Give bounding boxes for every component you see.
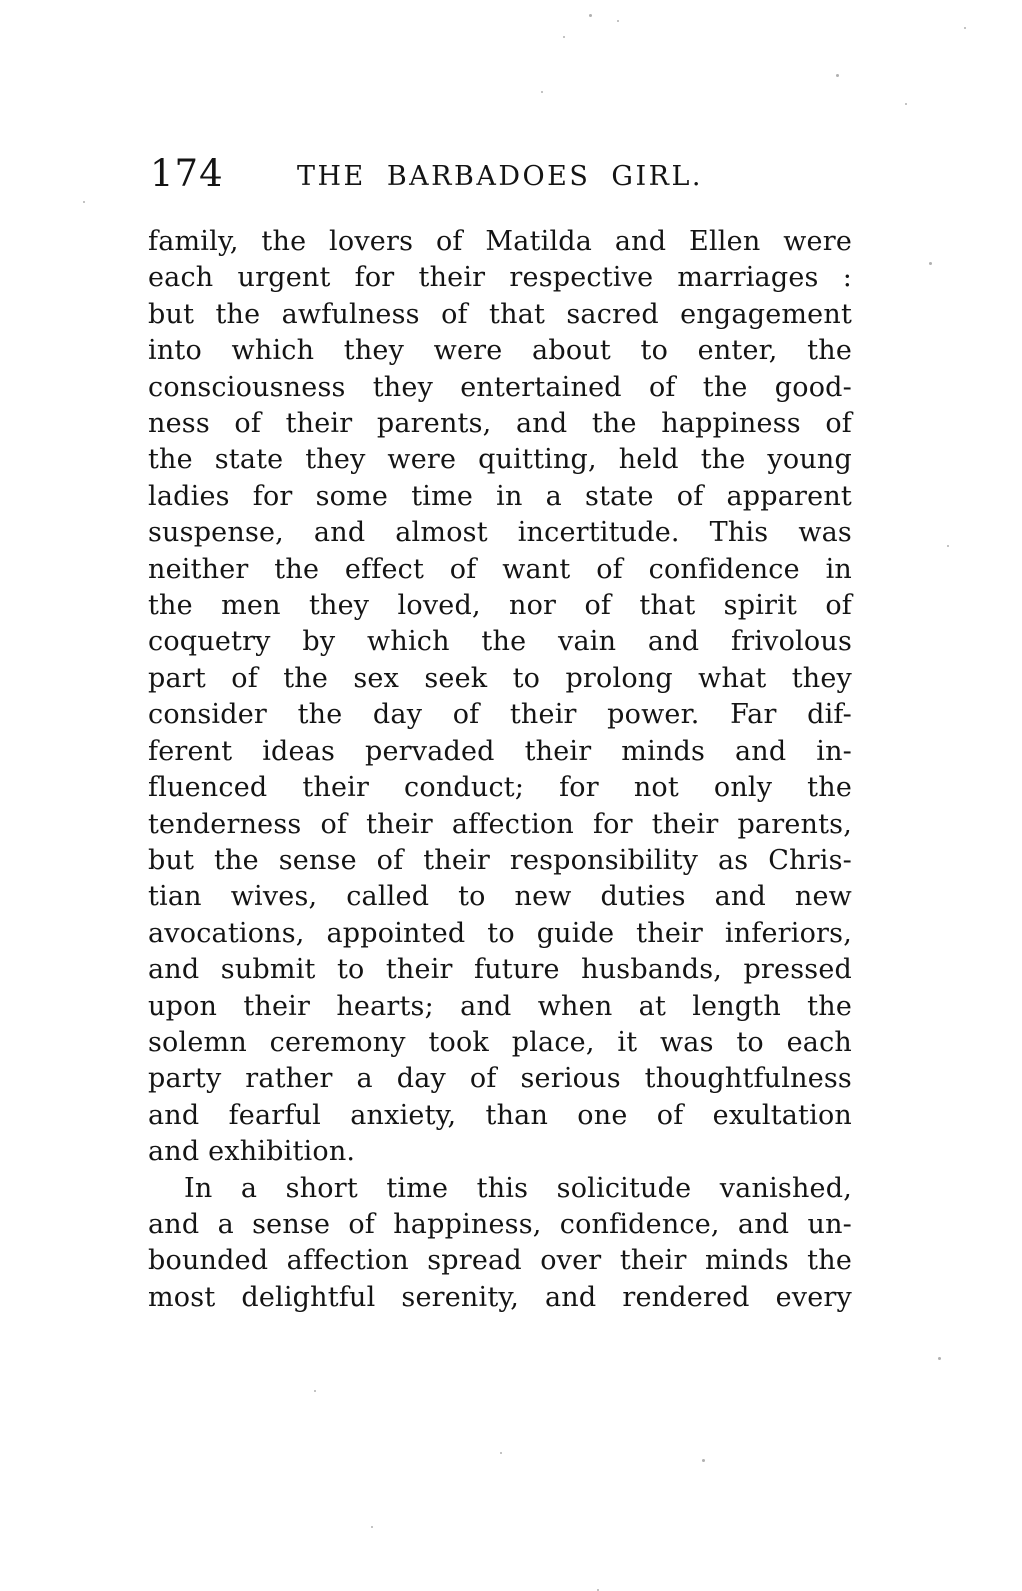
- text-line: suspense, and almost incertitude. This was: [148, 517, 852, 549]
- text-line: neither the effect of want of confidence in: [148, 553, 852, 585]
- scan-speck: [929, 262, 932, 265]
- text-line: part of the sex seek to prolong what they: [148, 662, 852, 694]
- text-line: but the awfulness of that sacred engagement: [148, 298, 852, 330]
- text-line: most delightful serenity, and rendered every: [148, 1281, 852, 1313]
- text-line: tian wives, called to new duties and new: [148, 881, 852, 913]
- text-line: fluenced their conduct; for not only the: [148, 772, 852, 804]
- scan-speck: [589, 14, 592, 17]
- text-line: each urgent for their respective marriages :: [148, 262, 852, 294]
- page-header: [148, 152, 852, 194]
- scan-speck: [541, 91, 543, 93]
- text-line: coquetry by which the vain and frivolous: [148, 626, 852, 658]
- text-line: family, the lovers of Matilda and Ellen were: [148, 226, 852, 257]
- text-line: upon their hearts; and when at length the: [148, 990, 852, 1022]
- scan-speck: [314, 1390, 316, 1392]
- text-line: and exhibition.: [148, 1136, 356, 1168]
- text-line: solemn ceremony took place, it was to each: [148, 1026, 852, 1058]
- text-line: bounded affection spread over their minds the: [148, 1245, 852, 1277]
- scan-speck: [617, 20, 619, 22]
- text-line: and submit to their future husbands, pressed: [148, 954, 852, 986]
- text-line: avocations, appointed to guide their inferiors,: [148, 917, 852, 949]
- text-line: but the sense of their responsibility as Chris-: [148, 844, 852, 876]
- text-line: ness of their parents, and the happiness of: [148, 408, 852, 440]
- text-line: party rather a day of serious thoughtfulness: [148, 1063, 852, 1095]
- text-line: and fearful anxiety, than one of exultation: [148, 1099, 852, 1131]
- text-line: In a short time this solicitude vanished,: [184, 1172, 852, 1204]
- scan-speck: [83, 201, 85, 203]
- scan-speck: [702, 1459, 705, 1462]
- running-title: THE BARBADOES GIRL.: [296, 161, 704, 192]
- page-number: 174: [150, 152, 224, 195]
- text-line: ladies for some time in a state of apparent: [148, 480, 852, 512]
- text-line: and a sense of happiness, confidence, and un-: [148, 1208, 852, 1240]
- scan-speck: [964, 27, 966, 29]
- text-line: consciousness they entertained of the good-: [148, 371, 852, 403]
- scan-speck: [836, 74, 839, 77]
- text-line: consider the day of their power. Far dif-: [148, 699, 852, 731]
- scan-speck: [947, 545, 949, 547]
- scan-speck: [563, 36, 565, 38]
- text-line: ferent ideas pervaded their minds and in-: [148, 735, 852, 767]
- text-line: into which they were about to enter, the: [148, 335, 852, 367]
- scan-speck: [905, 103, 907, 105]
- body-text: [148, 224, 852, 1316]
- text-line: the men they loved, nor of that spirit of: [148, 590, 852, 622]
- scan-speck: [371, 1526, 373, 1528]
- scan-speck: [500, 1452, 502, 1454]
- text-line: the state they were quitting, held the young: [148, 444, 852, 476]
- scan-speck: [938, 1357, 941, 1360]
- text-line: tenderness of their affection for their parents,: [148, 808, 852, 840]
